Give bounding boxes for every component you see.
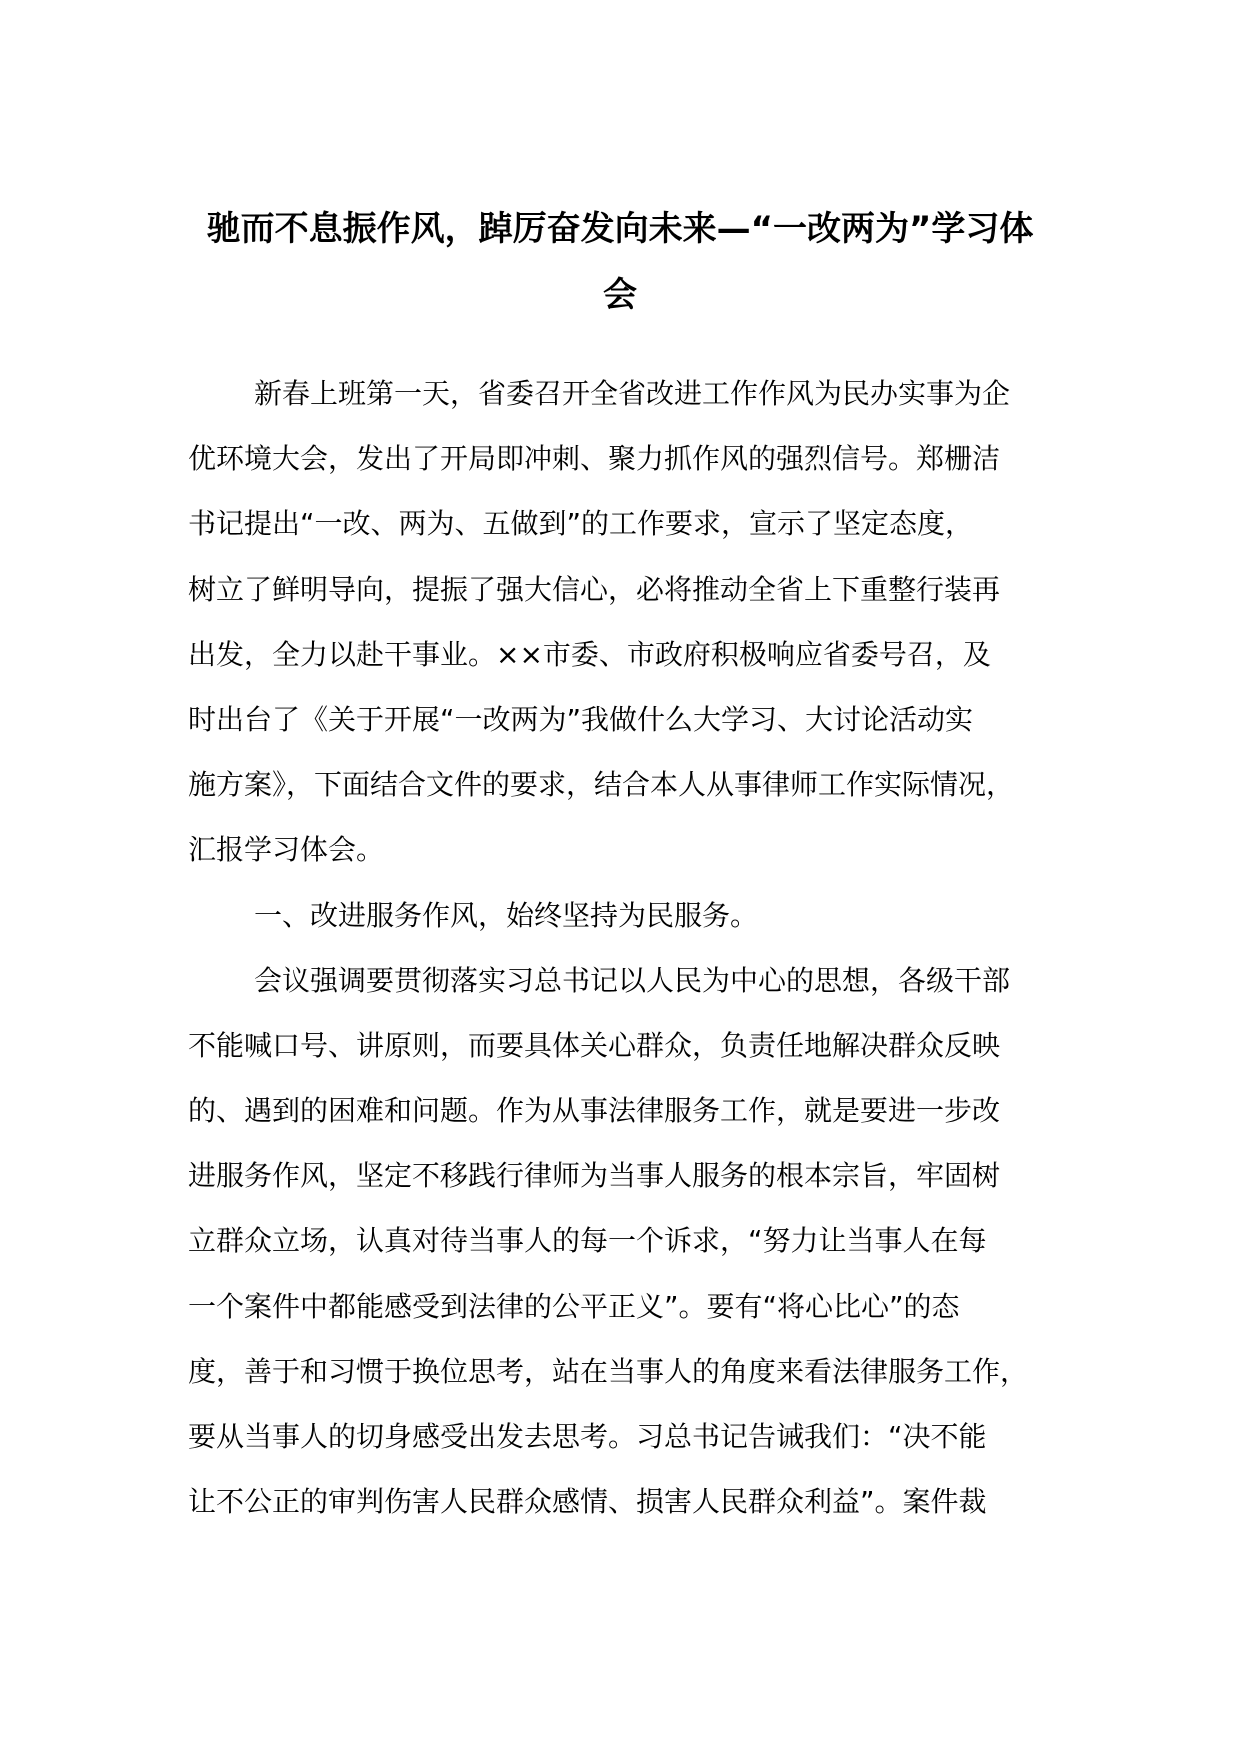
body-line: 优环境大会，发出了开局即冲刺、聚力抓作风的强烈信号。郑栅洁 [188, 442, 1001, 476]
body-line: 树立了鲜明导向，提振了强大信心，必将推动全省上下重整行装再 [188, 572, 1001, 606]
title-line-1: 驰而不息振作风，踔厉奋发向未来—“一改两为”学习体 [206, 209, 1034, 249]
body-line: 进服务作风，坚定不移践行律师为当事人服务的根本宗旨，牢固树 [188, 1159, 1001, 1193]
body-line: 立群众立场，认真对待当事人的每一个诉求，“努力让当事人在每 [188, 1224, 987, 1258]
body-line: 的、遇到的困难和问题。作为从事法律服务工作，就是要进一步改 [188, 1094, 1001, 1128]
body-line: 时出台了《关于开展“一改两为”我做什么大学习、大讨论活动实 [188, 702, 974, 736]
body-line: 不能喊口号、讲原则，而要具体关心群众，负责任地解决群众反映 [188, 1028, 1001, 1062]
body-line: 施方案》，下面结合文件的要求，结合本人从事律师工作实际情况， [188, 768, 1015, 802]
body-line: 会议强调要贯彻落实习总书记以人民为中心的思想，各级干部 [254, 963, 1011, 997]
body-line: 度，善于和习惯于换位思考，站在当事人的角度来看法律服务工作， [188, 1354, 1029, 1388]
document-body [188, 361, 1068, 1534]
body-line: 汇报学习体会。 [188, 833, 385, 867]
section-heading: 一、改进服务作风，始终坚持为民服务。 [254, 898, 759, 932]
body-line: 让不公正的审判伤害人民群众感情、损害人民群众利益”。案件裁 [188, 1485, 987, 1519]
body-line: 要从当事人的切身感受出发去思考。习总书记告诫我们：“决不能 [188, 1420, 987, 1453]
body-line: 新春上班第一天，省委召开全省改进工作作风为民办实事为企 [254, 377, 1011, 410]
body-line: 一个案件中都能感受到法律的公平正义”。要有“将心比心”的态 [188, 1289, 960, 1323]
body-line: 出发，全力以赴干事业。××市委、市政府积极响应省委号召，及 [188, 637, 991, 671]
title-line-2: 会 [603, 275, 637, 315]
document-title [160, 196, 1080, 328]
body-line: 书记提出“一改、两为、五做到”的工作要求，宣示了坚定态度， [188, 507, 974, 541]
